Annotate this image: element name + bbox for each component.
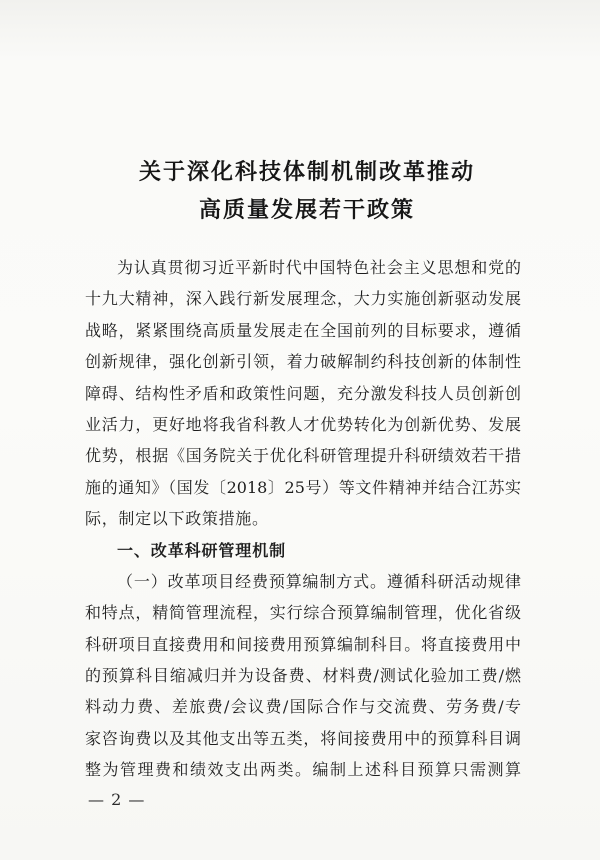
title-line: 高质量发展若干政策: [198, 197, 415, 223]
text-line: 料动力费、差旅费/会议费/国际合作与交流费、劳务费/专: [85, 697, 521, 717]
document-title: [14, 153, 600, 229]
text-line: 十九大精神，深入践行新发展理念，大力实施创新驱动发展: [85, 289, 521, 309]
section-heading: 一、改革科研管理机制: [117, 540, 287, 560]
page-number: — 2 —: [88, 790, 146, 809]
text-line: 战略，紧紧围绕高质量发展走在全国前列的目标要求，遵循: [85, 320, 521, 340]
text-line: 家咨询费以及其他支出等五类，将间接费用中的预算科目调: [85, 728, 521, 748]
text-line: 际，制定以下政策措施。: [85, 509, 269, 529]
text-line: （一）改革项目经费预算编制方式。遵循科研活动规律: [117, 571, 521, 591]
text-line: 施的通知》（国发〔2018〕25号）等文件精神并结合江苏实: [85, 477, 521, 497]
text-line: 科研项目直接费用和间接费用预算编制科目。将直接费用中: [85, 634, 521, 654]
document-body: [85, 252, 521, 786]
text-line: 为认真贯彻习近平新时代中国特色社会主义思想和党的: [117, 258, 521, 277]
text-line: 的预算科目缩减归并为设备费、材料费/测试化验加工费/燃: [85, 666, 521, 686]
preamble-paragraph: [85, 252, 521, 535]
text-line: 障碍、结构性矛盾和政策性问题，充分激发科技人员创新创: [85, 383, 521, 403]
text-line: 创新规律，强化创新引领，着力破解制约科技创新的体制性: [85, 352, 521, 372]
text-line: 和特点，精简管理流程，实行综合预算编制管理，优化省级: [85, 603, 521, 623]
section-paragraph: [85, 566, 521, 786]
text-line: 业活力，更好地将我省科教人才优势转化为创新优势、发展: [85, 414, 521, 434]
text-line: 整为管理费和绩效支出两类。编制上述科目预算只需测算: [85, 760, 521, 780]
title-line: 关于深化科技体制机制改革推动: [138, 159, 475, 185]
text-line: 优势，根据《国务院关于优化科研管理提升科研绩效若干措: [85, 446, 521, 466]
